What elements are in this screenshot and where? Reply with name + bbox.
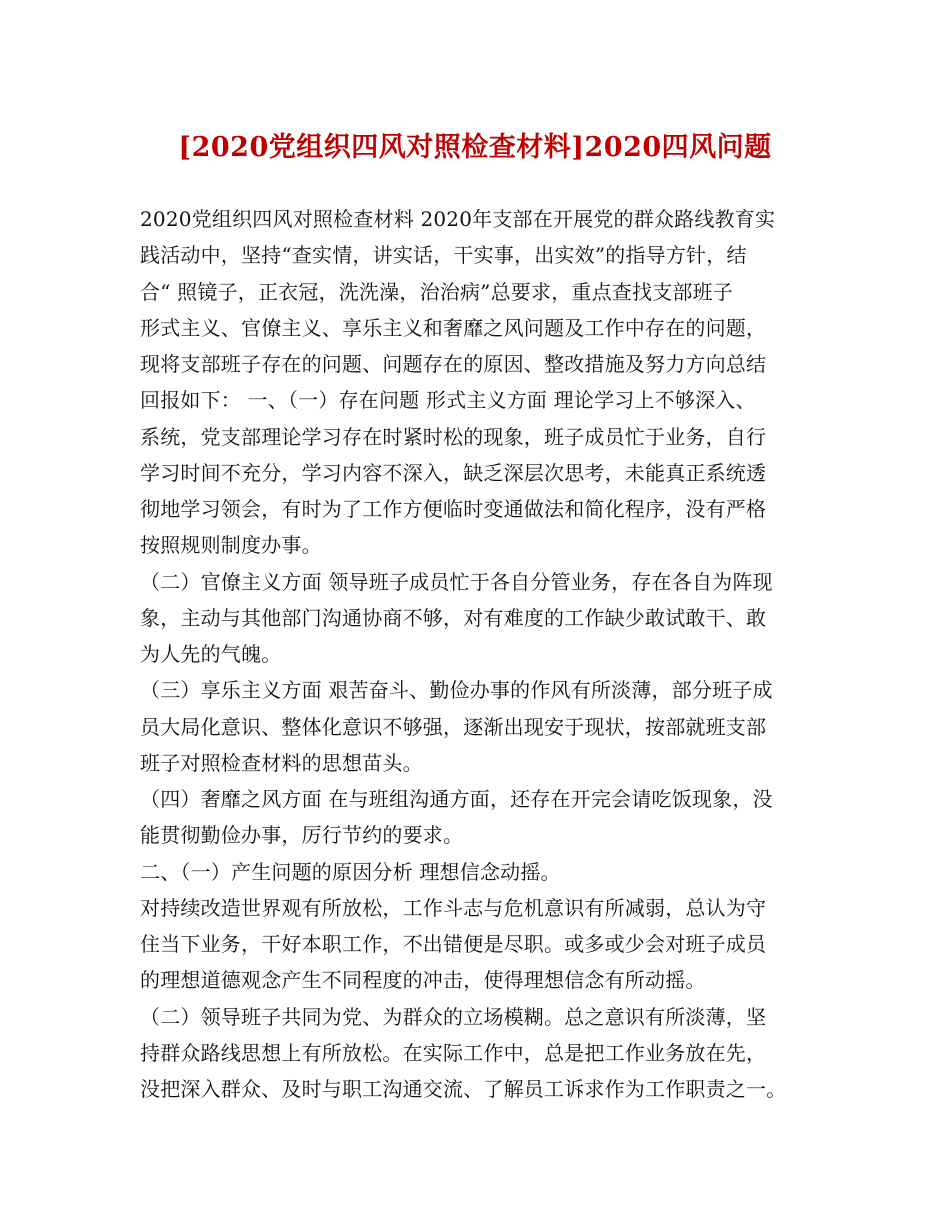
text-line: 按照规则制度办事。 <box>140 533 322 558</box>
text-line: 形式主义、官僚主义、享乐主义和奢靡之风问题及工作中存在的问题， <box>140 315 767 340</box>
text-line: （二）领导班子共同为党、为群众的立场模糊。总之意识有所淡薄，坚 <box>140 1004 767 1029</box>
text-line: 系统，党支部理论学习存在时紧时松的现象，班子成员忙于业务，自行 <box>140 424 767 449</box>
text-line: 的理想道德观念产生不同程度的冲击，使得理想信念有所动摇。 <box>140 968 706 993</box>
text-line: （四）奢靡之风方面 在与班组沟通方面，还存在开完会请吃饭现象，没 <box>140 787 773 811</box>
text-line: 象，主动与其他部门沟通协商不够，对有难度的工作缺少敢试敢干、敢 <box>140 605 767 630</box>
document-body <box>140 201 830 1107</box>
text-line: 为人先的气魄。 <box>140 642 282 666</box>
text-line: 对持续改造世界观有所放松，工作斗志与危机意识有所减弱，总认为守 <box>140 895 767 920</box>
text-line: 践活动中，坚持“查实情，讲实话，干实事，出实效”的指导方针，结 <box>140 243 747 268</box>
text-line: 彻地学习领会，有时为了工作方便临时变通做法和简化程序，没有严格 <box>140 497 767 521</box>
text-line: 二、（一）产生问题的原因分析 理想信念动摇。 <box>140 859 561 884</box>
text-line: 合“ 照镜子，正衣冠，洗洗澡，治治病”总要求，重点查找支部班子 <box>140 279 734 304</box>
document-title: [2020党组织四风对照检查材料]2020四风问题 <box>178 132 772 163</box>
text-line: （二）官僚主义方面 领导班子成员忙于各自分管业务，存在各自为阵现 <box>140 569 773 594</box>
text-line: 住当下业务，干好本职工作，不出错便是尽职。或多或少会对班子成员 <box>140 932 767 956</box>
text-line: 持群众路线思想上有所放松。在实际工作中，总是把工作业务放在先， <box>140 1040 767 1065</box>
text-line: 2020党组织四风对照检查材料 2020年支部在开展党的群众路线教育实 <box>140 207 776 231</box>
text-line: 回报如下： 一、（一）存在问题 形式主义方面 理论学习上不够深入、 <box>140 388 756 413</box>
text-line: 学习时间不充分，学习内容不深入，缺乏深层次思考，未能真正系统透 <box>140 460 767 485</box>
text-line: 员大局化意识、整体化意识不够强，逐渐出现安于现状，按部就班支部 <box>140 714 767 739</box>
text-line: （三）享乐主义方面 艰苦奋斗、勤俭办事的作风有所淡薄，部分班子成 <box>140 678 773 703</box>
text-line: 现将支部班子存在的问题、问题存在的原因、整改措施及努力方向总结 <box>140 352 767 376</box>
text-line: 没把深入群众、及时与职工沟通交流、了解员工诉求作为工作职责之一。 <box>140 1077 787 1101</box>
text-line: 班子对照检查材料的思想苗头。 <box>140 750 423 775</box>
text-line: 能贯彻勤俭办事，厉行节约的要求。 <box>140 823 464 848</box>
